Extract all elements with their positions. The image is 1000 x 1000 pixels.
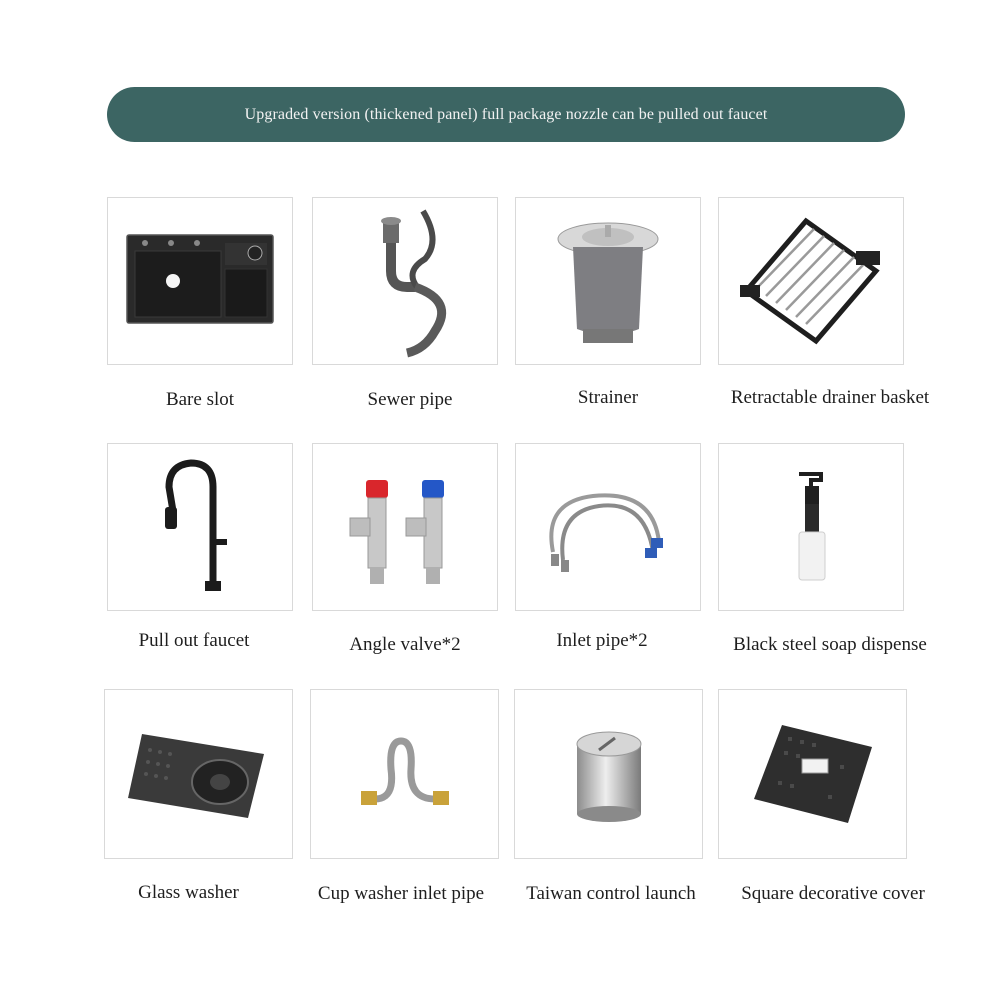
- sewer-pipe-icon: [345, 201, 465, 361]
- faucet-icon: [155, 457, 245, 597]
- item-label-inlet-pipe: Inlet pipe*2: [556, 630, 648, 651]
- soap-dispenser-icon: [781, 462, 841, 592]
- item-card-faucet: [107, 443, 293, 611]
- decorative-cover-icon: [748, 719, 878, 829]
- item-card-bare-slot: [107, 197, 293, 365]
- item-label-soap-dispenser: Black steel soap dispense: [733, 634, 927, 655]
- item-label-glass-washer: Glass washer: [138, 882, 239, 903]
- sink-icon: [125, 233, 275, 329]
- item-label-strainer: Strainer: [577, 387, 639, 408]
- item-label-bare-slot: Bare slot: [165, 389, 235, 410]
- drainer-basket-icon: [736, 211, 886, 351]
- item-card-glass-washer: [104, 689, 293, 859]
- item-card-inlet-pipe: [515, 443, 701, 611]
- item-card-control-knob: [514, 689, 703, 859]
- item-label-sewer-pipe: Sewer pipe: [367, 389, 453, 410]
- header-banner: [107, 87, 905, 142]
- item-card-drainer-basket: [718, 197, 904, 365]
- inlet-pipe-icon: [533, 472, 683, 582]
- item-label-drainer-basket: Retractable drainer basket: [730, 387, 930, 408]
- control-knob-icon: [569, 724, 649, 824]
- item-label-angle-valve: Angle valve*2: [349, 634, 461, 655]
- angle-valve-icon: [340, 462, 470, 592]
- item-card-soap-dispenser: [718, 443, 904, 611]
- item-label-control-knob: Taiwan control launch: [526, 883, 696, 904]
- item-card-angle-valve: [312, 443, 498, 611]
- banner-text: Upgraded version (thickened panel) full package nozzle can be pulled out faucet: [244, 105, 768, 123]
- item-label-cup-washer-pipe: Cup washer inlet pipe: [317, 883, 485, 904]
- strainer-icon: [553, 211, 663, 351]
- item-card-decorative-cover: [718, 689, 907, 859]
- item-card-cup-washer-pipe: [310, 689, 499, 859]
- item-label-decorative-cover: Square decorative cover: [741, 883, 925, 904]
- glass-washer-icon: [124, 724, 274, 824]
- item-card-strainer: [515, 197, 701, 365]
- item-card-sewer-pipe: [312, 197, 498, 365]
- cup-washer-pipe-icon: [355, 729, 455, 819]
- item-label-faucet: Pull out faucet: [138, 630, 250, 651]
